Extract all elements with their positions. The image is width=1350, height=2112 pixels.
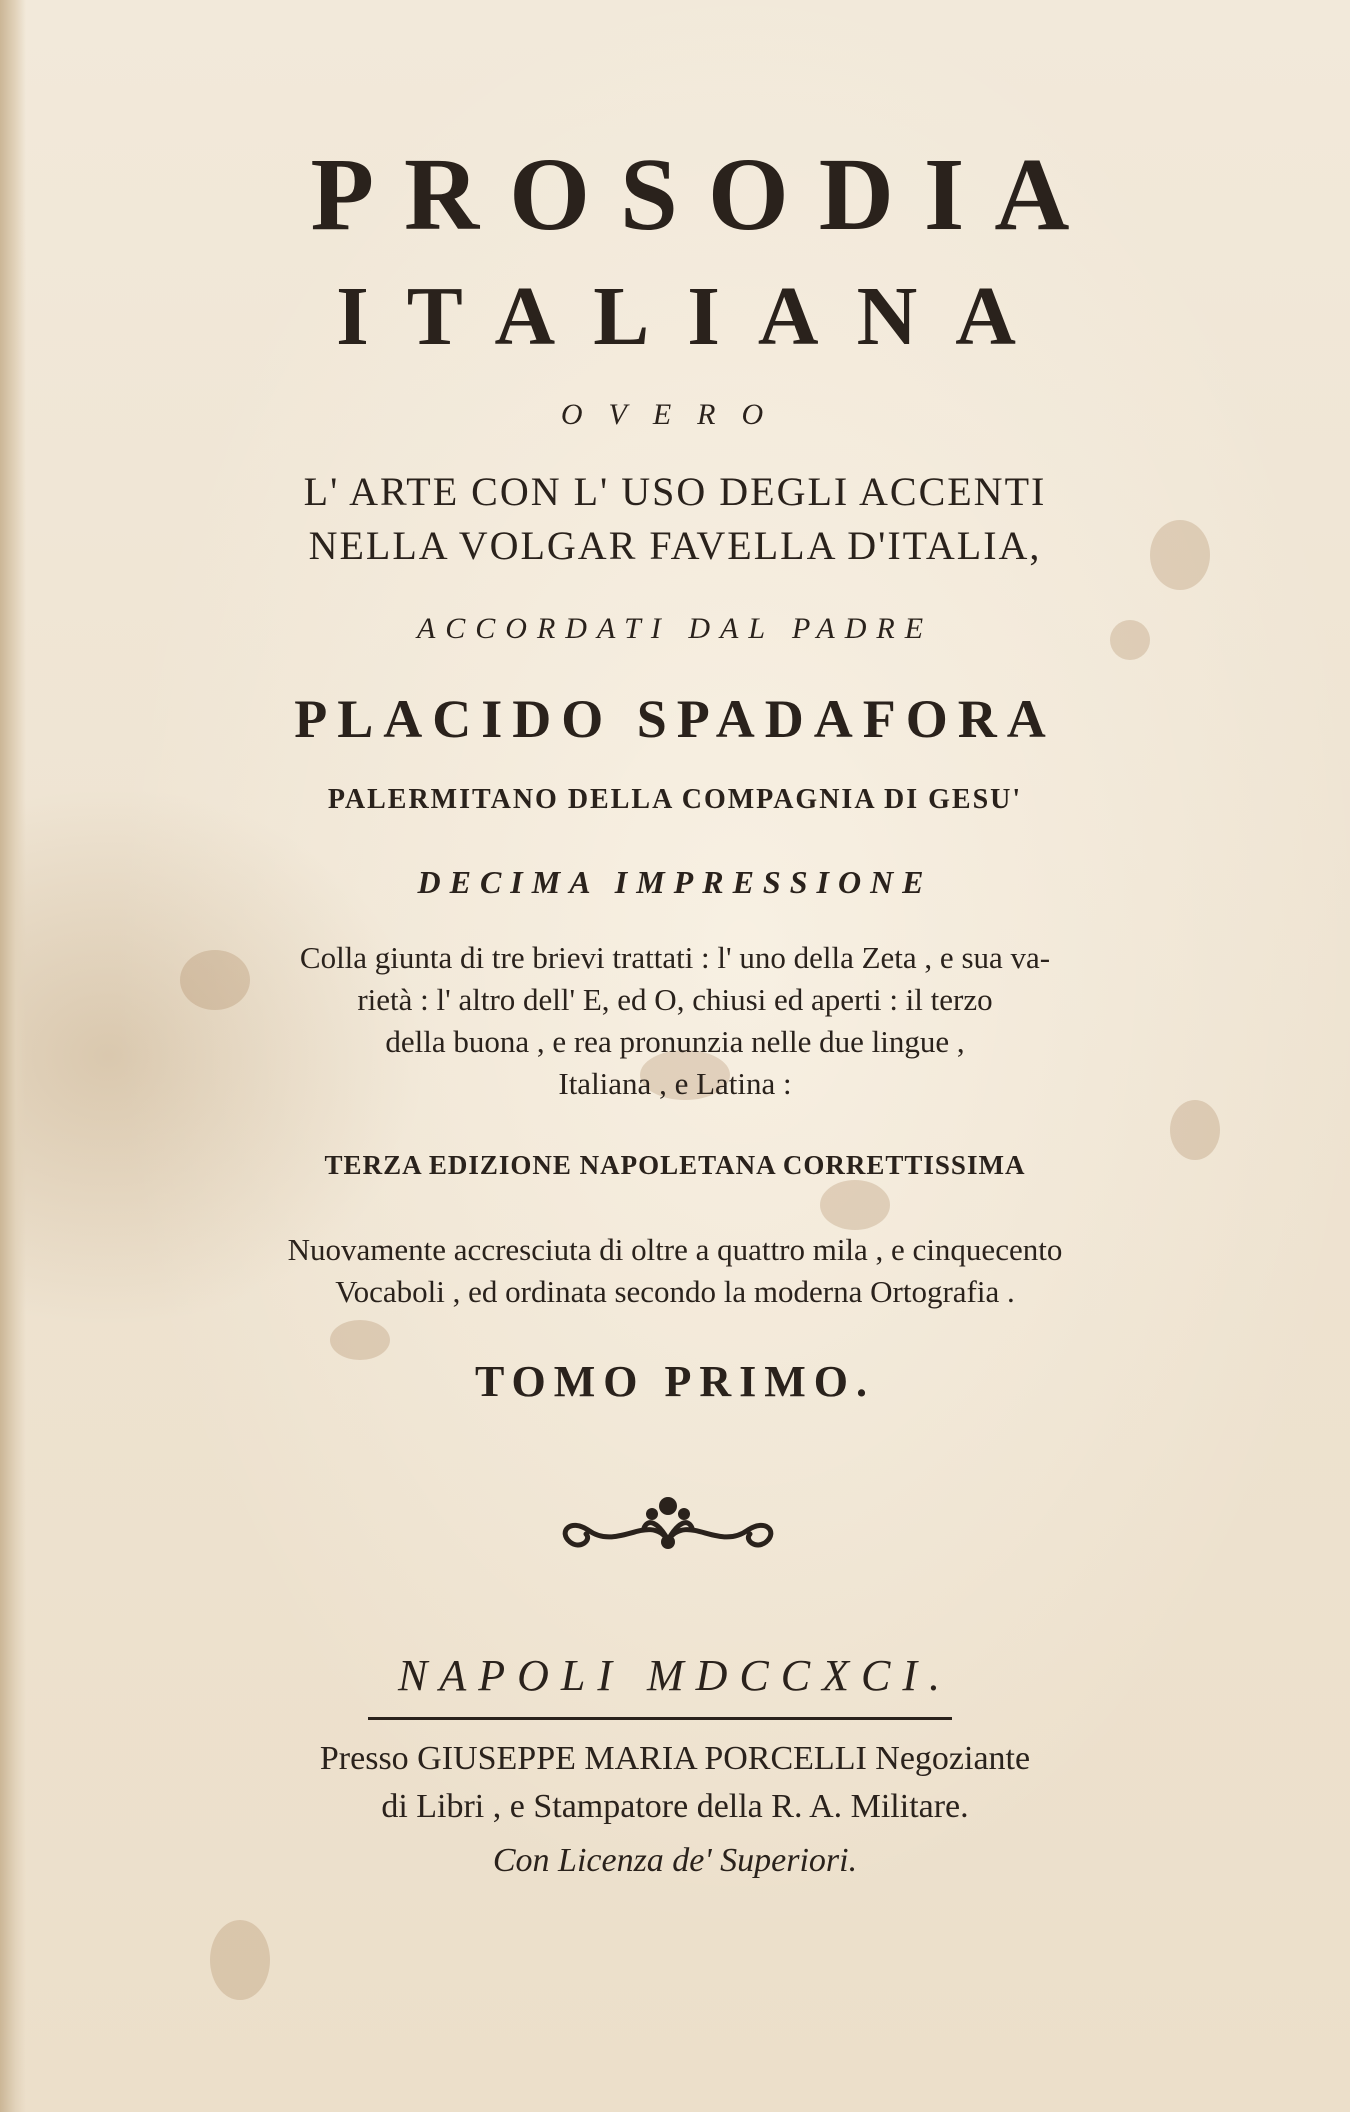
ovvero-line: OVERO	[560, 398, 790, 431]
foxing-spot	[820, 1180, 890, 1230]
third-edition-line: TERZA EDIZIONE NAPOLETANA CORRETTISSIMA	[324, 1150, 1026, 1180]
main-title-line2: ITALIANA	[336, 270, 1054, 363]
printer-ornament-icon	[548, 1492, 788, 1562]
printer-line1: Presso GIUSEPPE MARIA PORCELLI Negoziante	[319, 1740, 1031, 1777]
addition-line: Colla giunta di tre brievi trattati : l' uno della Zeta , e sua va-	[299, 940, 1051, 975]
main-title-line1: PROSODIA	[310, 137, 1100, 252]
foxing-spot	[330, 1320, 390, 1360]
subtitle-line1: L' ARTE CON L' USO DEGLI ACCENTI	[303, 469, 1047, 514]
expansion-line: Nuovamente accresciuta di oltre a quattro mila , e cinquecento	[287, 1232, 1063, 1267]
accordati-line: ACCORDATI DAL PADRE	[416, 612, 934, 645]
author-description: PALERMITANO DELLA COMPAGNIA DI GESU'	[327, 784, 1023, 815]
addition-line: rietà : l' altro dell' E, ed O, chiusi ed aperti : il terzo	[357, 982, 993, 1017]
impression-line: DECIMA IMPRESSIONE	[417, 864, 933, 900]
license-line: Con Licenza de' Superiori.	[492, 1842, 858, 1879]
author-name: PLACIDO SPADAFORA	[294, 689, 1056, 749]
place-date-line: NAPOLI MDCCXCI.	[398, 1651, 952, 1700]
volume-line: TOMO PRIMO.	[474, 1357, 876, 1406]
printer-line2: di Libri , e Stampatore della R. A. Militare.	[381, 1788, 969, 1825]
addition-line: della buona , e rea pronunzia nelle due lingue ,	[385, 1024, 965, 1059]
foxing-spot	[210, 1920, 270, 2000]
imprint-rule	[368, 1717, 952, 1720]
addition-line: Italiana , e Latina :	[558, 1066, 792, 1101]
expansion-line: Vocaboli , ed ordinata secondo la moderna Ortografia .	[335, 1274, 1015, 1309]
subtitle-line2: NELLA VOLGAR FAVELLA D'ITALIA,	[308, 523, 1042, 568]
